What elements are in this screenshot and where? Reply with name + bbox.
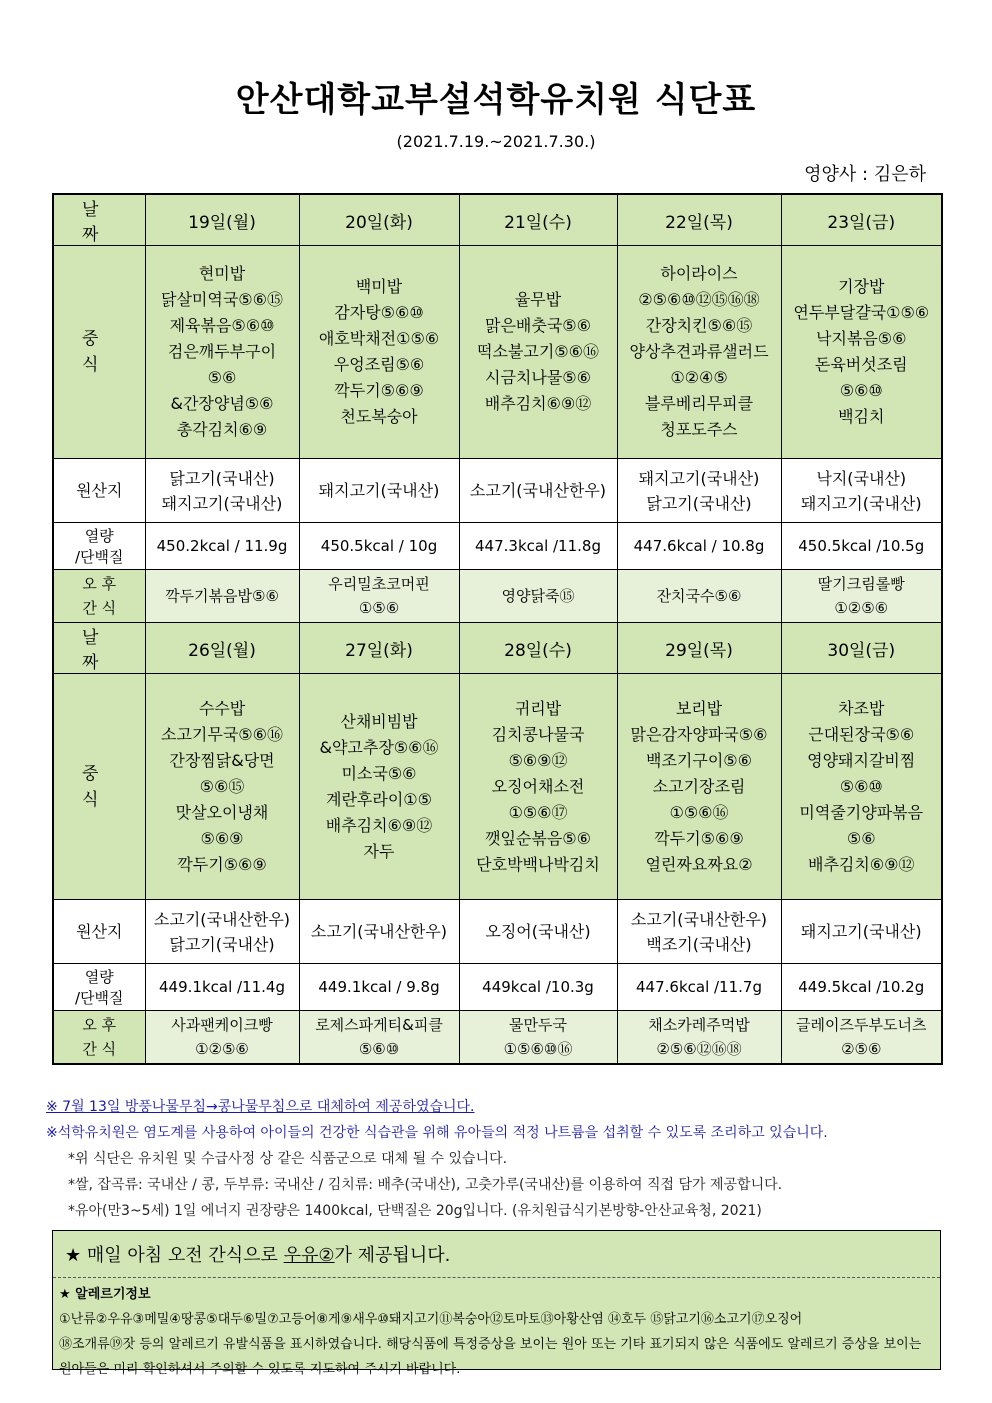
- lunch-menu-cell-line: &약고추장⑤⑥⑯: [319, 737, 439, 757]
- snack-cell: [781, 1011, 942, 1065]
- milk-post: 가 제공됩니다.: [334, 1245, 451, 1266]
- allergy-line2: ⑱조개류⑲잣 등의 알레르기 유발식품을 표시하였습니다. 해당식품에 특정증상을 보이는 원아 또는 기타 표기되지 않은 식품에도 알레르기 증상을 보이는 원아들은 미리 확인하셔서 주의할 수 있도록 지도하여 주시기 바랍니다.: [59, 1337, 922, 1377]
- origin-cell: [299, 900, 459, 964]
- snack-cell-line: 물만두국: [509, 1016, 567, 1034]
- lunch-menu-cell-line: 배추김치⑥⑨⑫: [484, 394, 592, 413]
- lunch-menu-cell-line: 깻잎순볶음⑤⑥: [485, 828, 591, 848]
- lunch-menu-cell-line: 검은깨두부구이: [167, 342, 277, 361]
- lunch-menu-cell: [145, 674, 299, 900]
- snack-label-line: 간 식: [82, 1040, 117, 1058]
- lunch-menu-cell: [617, 246, 781, 459]
- dietitian: 영양사 : 김은하: [804, 164, 926, 185]
- allergy-info: [53, 1277, 940, 1386]
- snack-row: [53, 570, 942, 623]
- origin-cell-line: 소고기(국내산한우): [310, 922, 448, 941]
- origin-cell: [299, 459, 459, 523]
- date-label: 날 짜: [53, 194, 145, 246]
- lunch-row: [53, 246, 942, 459]
- lunch-menu-cell-line: 미소국⑤⑥: [341, 763, 417, 783]
- date-cell: 29일(목): [617, 623, 781, 674]
- origin-cell: [617, 459, 781, 523]
- lunch-menu-cell-line: 백미밥: [355, 277, 403, 296]
- snack-cell-line: ①⑤⑥⑩⑯: [503, 1040, 573, 1058]
- lunch-menu-cell-line: 자두: [363, 841, 395, 861]
- lunch-menu-cell-line: 닭살미역국⑤⑥⑮: [161, 290, 283, 309]
- lunch-menu-cell-line: 얼린짜요짜요②: [645, 854, 753, 874]
- lunch-menu-cell-line: 율무밥: [514, 290, 562, 309]
- lunch-menu-cell: [145, 246, 299, 459]
- lunch-menu-cell-line: ⑤⑥: [207, 368, 237, 387]
- snack-cell-line: 채소카레주먹밥: [648, 1016, 750, 1034]
- menu-table-body: [53, 194, 942, 1064]
- lunch-menu-cell: [617, 674, 781, 900]
- origin-cell: [145, 900, 299, 964]
- origin-cell-line: 돼지고기(국내산): [800, 493, 922, 513]
- snack-cell: [145, 1011, 299, 1065]
- lunch-menu-cell-line: ①②④⑤: [670, 368, 728, 387]
- origin-cell-line: 소고기(국내산한우): [469, 481, 607, 500]
- lunch-menu-cell-line: 하이라이스: [660, 264, 738, 283]
- origin-cell-line: 돼지고기(국내산): [161, 493, 283, 513]
- date-cell: 23일(금): [781, 194, 942, 246]
- date-cell: 21일(수): [459, 194, 617, 246]
- origin-label: 원산지: [53, 900, 145, 964]
- snack-cell-line: 사과팬케이크빵: [171, 1016, 273, 1034]
- snack-label-line: 오 후: [82, 575, 117, 593]
- lunch-menu-cell-line: 계란후라이①⑤: [326, 789, 432, 809]
- kcal-cell: 447.6kcal / 10.8g: [617, 523, 781, 570]
- kcal-cell: 449kcal /10.3g: [459, 964, 617, 1011]
- kcal-label-line: /단백질: [74, 989, 124, 1007]
- lunch-menu-cell-line: 우엉조림⑤⑥: [333, 355, 425, 374]
- snack-cell-line: ①⑤⑥: [358, 599, 400, 617]
- date-cell: 22일(목): [617, 194, 781, 246]
- lunch-menu-cell: [459, 674, 617, 900]
- snack-cell-line: 로제스파게티&피클: [315, 1016, 443, 1034]
- lunch-menu-cell-line: 기장밥: [838, 277, 885, 296]
- lunch-menu-cell-line: 배추김치⑥⑨⑫: [807, 854, 915, 874]
- lunch-menu-cell-line: 블루베리무피클: [644, 394, 754, 413]
- lunch-menu-cell-line: ⑤⑥⑮: [199, 776, 245, 796]
- snack-cell-line: 영양닭죽⑮: [501, 587, 575, 605]
- origin-cell: [617, 900, 781, 964]
- snack-row: [53, 1011, 942, 1065]
- lunch-menu-cell-line: 청포도주스: [660, 420, 738, 439]
- lunch-menu-cell-line: 맛살오이냉채: [175, 802, 269, 822]
- kcal-label-line: /단백질: [74, 548, 124, 566]
- lunch-menu-cell-line: 제육볶음⑤⑥⑩: [169, 316, 275, 335]
- date-cell: 19일(월): [145, 194, 299, 246]
- lunch-menu-cell-line: &간장양념⑤⑥: [170, 394, 274, 413]
- lunch-menu-cell-line: ①⑤⑥⑯: [669, 802, 729, 822]
- kcal-cell: 450.2kcal / 11.9g: [145, 523, 299, 570]
- snack-cell-line: 깍두기볶음밥⑤⑥: [165, 587, 279, 605]
- lunch-menu-cell-line: 맑은배춧국⑤⑥: [485, 316, 591, 335]
- lunch-menu-cell-line: 맑은감자양파국⑤⑥: [630, 724, 768, 744]
- lunch-menu-cell-line: 깍두기⑤⑥⑨: [334, 381, 424, 400]
- lunch-menu-cell-line: 미역줄기양파볶음: [799, 802, 924, 822]
- kcal-cell: 447.3kcal /11.8g: [459, 523, 617, 570]
- lunch-menu-cell-line: ⑤⑥: [846, 828, 876, 848]
- date-label: 날 짜: [53, 623, 145, 674]
- lunch-menu-cell-line: 오징어채소전: [491, 776, 585, 796]
- kcal-row: [53, 523, 942, 570]
- date-cell: 30일(금): [781, 623, 942, 674]
- kcal-label: [53, 523, 145, 570]
- origin-cell-line: 닭고기(국내산): [646, 493, 752, 513]
- origin-cell-line: 돼지고기(국내산): [318, 481, 440, 500]
- snack-cell: [617, 1011, 781, 1065]
- kcal-label-line: 열량: [84, 968, 114, 986]
- snack-cell: [145, 570, 299, 623]
- kcal-cell: 450.5kcal /10.5g: [781, 523, 942, 570]
- origin-cell-line: 소고기(국내산한우): [630, 909, 768, 929]
- lunch-menu-cell-line: 깍두기⑤⑥⑨: [177, 854, 267, 874]
- note-energy: *유아(만3~5세) 1일 에너지 권장량은 1400kcal, 단백질은 20g입니다. (유치원급식기본방향-안산교육청, 2021): [68, 1203, 762, 1219]
- kcal-cell: 449.1kcal /11.4g: [145, 964, 299, 1011]
- lunch-menu-cell-line: ⑤⑥⑩: [839, 381, 883, 400]
- date-cell: 28일(수): [459, 623, 617, 674]
- lunch-menu-cell-line: 현미밥: [198, 264, 246, 283]
- snack-cell: [459, 570, 617, 623]
- snack-cell: [781, 570, 942, 623]
- lunch-menu-cell-line: 차조밥: [838, 698, 885, 718]
- menu-table: [52, 193, 943, 1065]
- snack-cell: [299, 1011, 459, 1065]
- lunch-label: 중 식: [53, 246, 145, 459]
- lunch-menu-cell-line: 귀리밥: [514, 698, 562, 718]
- lunch-menu-cell-line: ⑤⑥⑨⑫: [508, 750, 568, 770]
- lunch-menu-cell: [781, 674, 942, 900]
- lunch-menu-cell-line: 소고기장조림: [652, 776, 746, 796]
- lunch-menu-cell-line: ①⑤⑥⑰: [508, 802, 568, 822]
- milk-notice: [53, 1231, 940, 1277]
- snack-label-line: 오 후: [82, 1016, 117, 1034]
- lunch-row: [53, 674, 942, 900]
- lunch-menu-cell-line: 근대된장국⑤⑥: [808, 724, 915, 744]
- lunch-label: 중 식: [53, 674, 145, 900]
- origin-cell: [459, 900, 617, 964]
- kcal-label: [53, 964, 145, 1011]
- lunch-menu-cell-line: 연두부달걀국①⑤⑥: [793, 303, 930, 322]
- snack-cell-line: ①②⑤⑥: [195, 1040, 249, 1058]
- origin-cell-line: 닭고기(국내산): [169, 468, 275, 488]
- lunch-menu-cell-line: ⑤⑥⑨: [200, 828, 244, 848]
- origin-cell-line: 낙지(국내산): [816, 468, 907, 488]
- origin-cell: [459, 459, 617, 523]
- date-row: [53, 194, 942, 246]
- note-substitution: ※ 7월 13일 방풍나물무침→콩나물무침으로 대체하여 제공하였습니다.: [46, 1099, 475, 1115]
- origin-cell-line: 돼지고기(국내산): [638, 468, 760, 488]
- note-origin: *쌀, 잡곡류: 국내산 / 콩, 두부류: 국내산 / 김치류: 배추(국내산), 고춧가루(국내산)를 이용하여 직접 담가 제공합니다.: [68, 1177, 783, 1193]
- lunch-menu-cell-line: 보리밥: [675, 698, 723, 718]
- lunch-menu-cell-line: 백김치: [838, 407, 885, 426]
- lunch-menu-cell-line: 김치콩나물국: [491, 724, 585, 744]
- lunch-menu-cell-line: 애호박채전①⑤⑥: [318, 329, 440, 348]
- lunch-menu-cell-line: 총각김치⑥⑨: [176, 420, 268, 439]
- date-cell: 20일(화): [299, 194, 459, 246]
- kcal-label-line: 열량: [84, 527, 114, 545]
- origin-cell: [145, 459, 299, 523]
- lunch-menu-cell: [299, 246, 459, 459]
- note-replacement: *위 식단은 유치원 및 수급사정 상 같은 식품군으로 대체 될 수 있습니다.: [68, 1151, 508, 1167]
- snack-cell-line: 글레이즈두부도너츠: [796, 1016, 927, 1034]
- lunch-menu-cell: [459, 246, 617, 459]
- allergy-line1: ①난류②우유③메밀④땅콩⑤대두⑥밀⑦고등어⑧게⑨새우⑩돼지고기⑪복숭아⑫토마토⑬아황산염 ⑭호두 ⑮닭고기⑯소고기⑰오징어: [59, 1312, 803, 1327]
- kcal-cell: 449.5kcal /10.2g: [781, 964, 942, 1011]
- origin-cell-line: 닭고기(국내산): [169, 934, 275, 954]
- lunch-menu-cell-line: 시금치나물⑤⑥: [485, 368, 591, 387]
- lunch-menu-cell-line: 간장찜닭&당면: [169, 750, 275, 770]
- lunch-menu-cell-line: 천도복숭아: [340, 407, 418, 426]
- snack-cell-line: 딸기크림롤빵: [817, 575, 905, 593]
- snack-label: [53, 1011, 145, 1065]
- lunch-menu-cell-line: 깍두기⑤⑥⑨: [654, 828, 744, 848]
- origin-cell-line: 백조기(국내산): [646, 934, 752, 954]
- origin-row: [53, 459, 942, 523]
- lunch-menu-cell-line: ⑤⑥⑩: [839, 776, 883, 796]
- origin-label: 원산지: [53, 459, 145, 523]
- date-cell: 26일(월): [145, 623, 299, 674]
- snack-cell-line: ②⑤⑥: [841, 1040, 882, 1058]
- lunch-menu-cell-line: 수수밥: [198, 698, 246, 718]
- kcal-cell: 450.5kcal / 10g: [299, 523, 459, 570]
- snack-cell: [459, 1011, 617, 1065]
- milk-pre: ★ 매일 아침 오전 간식으로: [65, 1245, 284, 1266]
- kcal-cell: 449.1kcal / 9.8g: [299, 964, 459, 1011]
- snack-label: [53, 570, 145, 623]
- snack-cell-line: 잔치국수⑤⑥: [656, 587, 742, 605]
- lunch-menu-cell: [781, 246, 942, 459]
- lunch-menu-cell-line: 감자탕⑤⑥⑩: [334, 303, 424, 322]
- lunch-menu-cell-line: 영양돼지갈비찜: [807, 750, 916, 770]
- lunch-menu-cell-line: 백조기구이⑤⑥: [646, 750, 752, 770]
- lunch-menu-cell-line: 낙지볶음⑤⑥: [815, 329, 907, 348]
- snack-cell-line: 우리밀초코머핀: [328, 575, 430, 593]
- lunch-menu-cell-line: 간장치킨⑤⑥⑮: [645, 316, 753, 335]
- milk-item: 우유②: [283, 1245, 335, 1266]
- origin-cell: [781, 459, 942, 523]
- origin-cell-line: 소고기(국내산한우): [153, 909, 291, 929]
- origin-cell-line: 오징어(국내산): [485, 922, 591, 941]
- lunch-menu-cell-line: 떡소불고기⑤⑥⑯: [477, 342, 599, 361]
- note-sodium: ※석학유치원은 염도계를 사용하여 아이들의 건강한 식습관을 위해 유아들의 적정 나트륨을 섭취할 수 있도록 조리하고 있습니다.: [46, 1125, 828, 1141]
- period: (2021.7.19.~2021.7.30.): [396, 132, 596, 151]
- lunch-menu-cell-line: ②⑤⑥⑩⑫⑮⑯⑱: [638, 290, 760, 309]
- origin-row: [53, 900, 942, 964]
- snack-label-line: 간 식: [82, 599, 117, 617]
- snack-cell: [299, 570, 459, 623]
- snack-cell-line: ⑤⑥⑩: [358, 1040, 400, 1058]
- date-cell: 27일(화): [299, 623, 459, 674]
- snack-cell-line: ②⑤⑥⑫⑯⑱: [656, 1040, 742, 1058]
- lunch-menu-cell-line: 양상추견과류샐러드: [629, 342, 769, 361]
- lunch-menu-cell-line: 단호박백나박김치: [476, 854, 600, 874]
- origin-cell-line: 돼지고기(국내산): [800, 922, 922, 941]
- lunch-menu-cell-line: 돈육버섯조림: [814, 355, 908, 374]
- page-title: 안산대학교부설석학유치원 식단표: [235, 80, 757, 120]
- lunch-menu-cell-line: 소고기무국⑤⑥⑯: [161, 724, 283, 744]
- kcal-row: [53, 964, 942, 1011]
- notes: [46, 1094, 946, 1224]
- lunch-menu-cell-line: 산채비빔밥: [340, 711, 418, 731]
- allergy-heading: ★ 알레르기정보: [59, 1287, 151, 1302]
- snack-cell-line: ①②⑤⑥: [834, 599, 889, 617]
- snack-cell: [617, 570, 781, 623]
- info-box: [52, 1230, 941, 1377]
- kcal-cell: 447.6kcal /11.7g: [617, 964, 781, 1011]
- lunch-menu-cell-line: 배추김치⑥⑨⑫: [325, 815, 433, 835]
- lunch-menu-cell: [299, 674, 459, 900]
- origin-cell: [781, 900, 942, 964]
- date-row: [53, 623, 942, 674]
